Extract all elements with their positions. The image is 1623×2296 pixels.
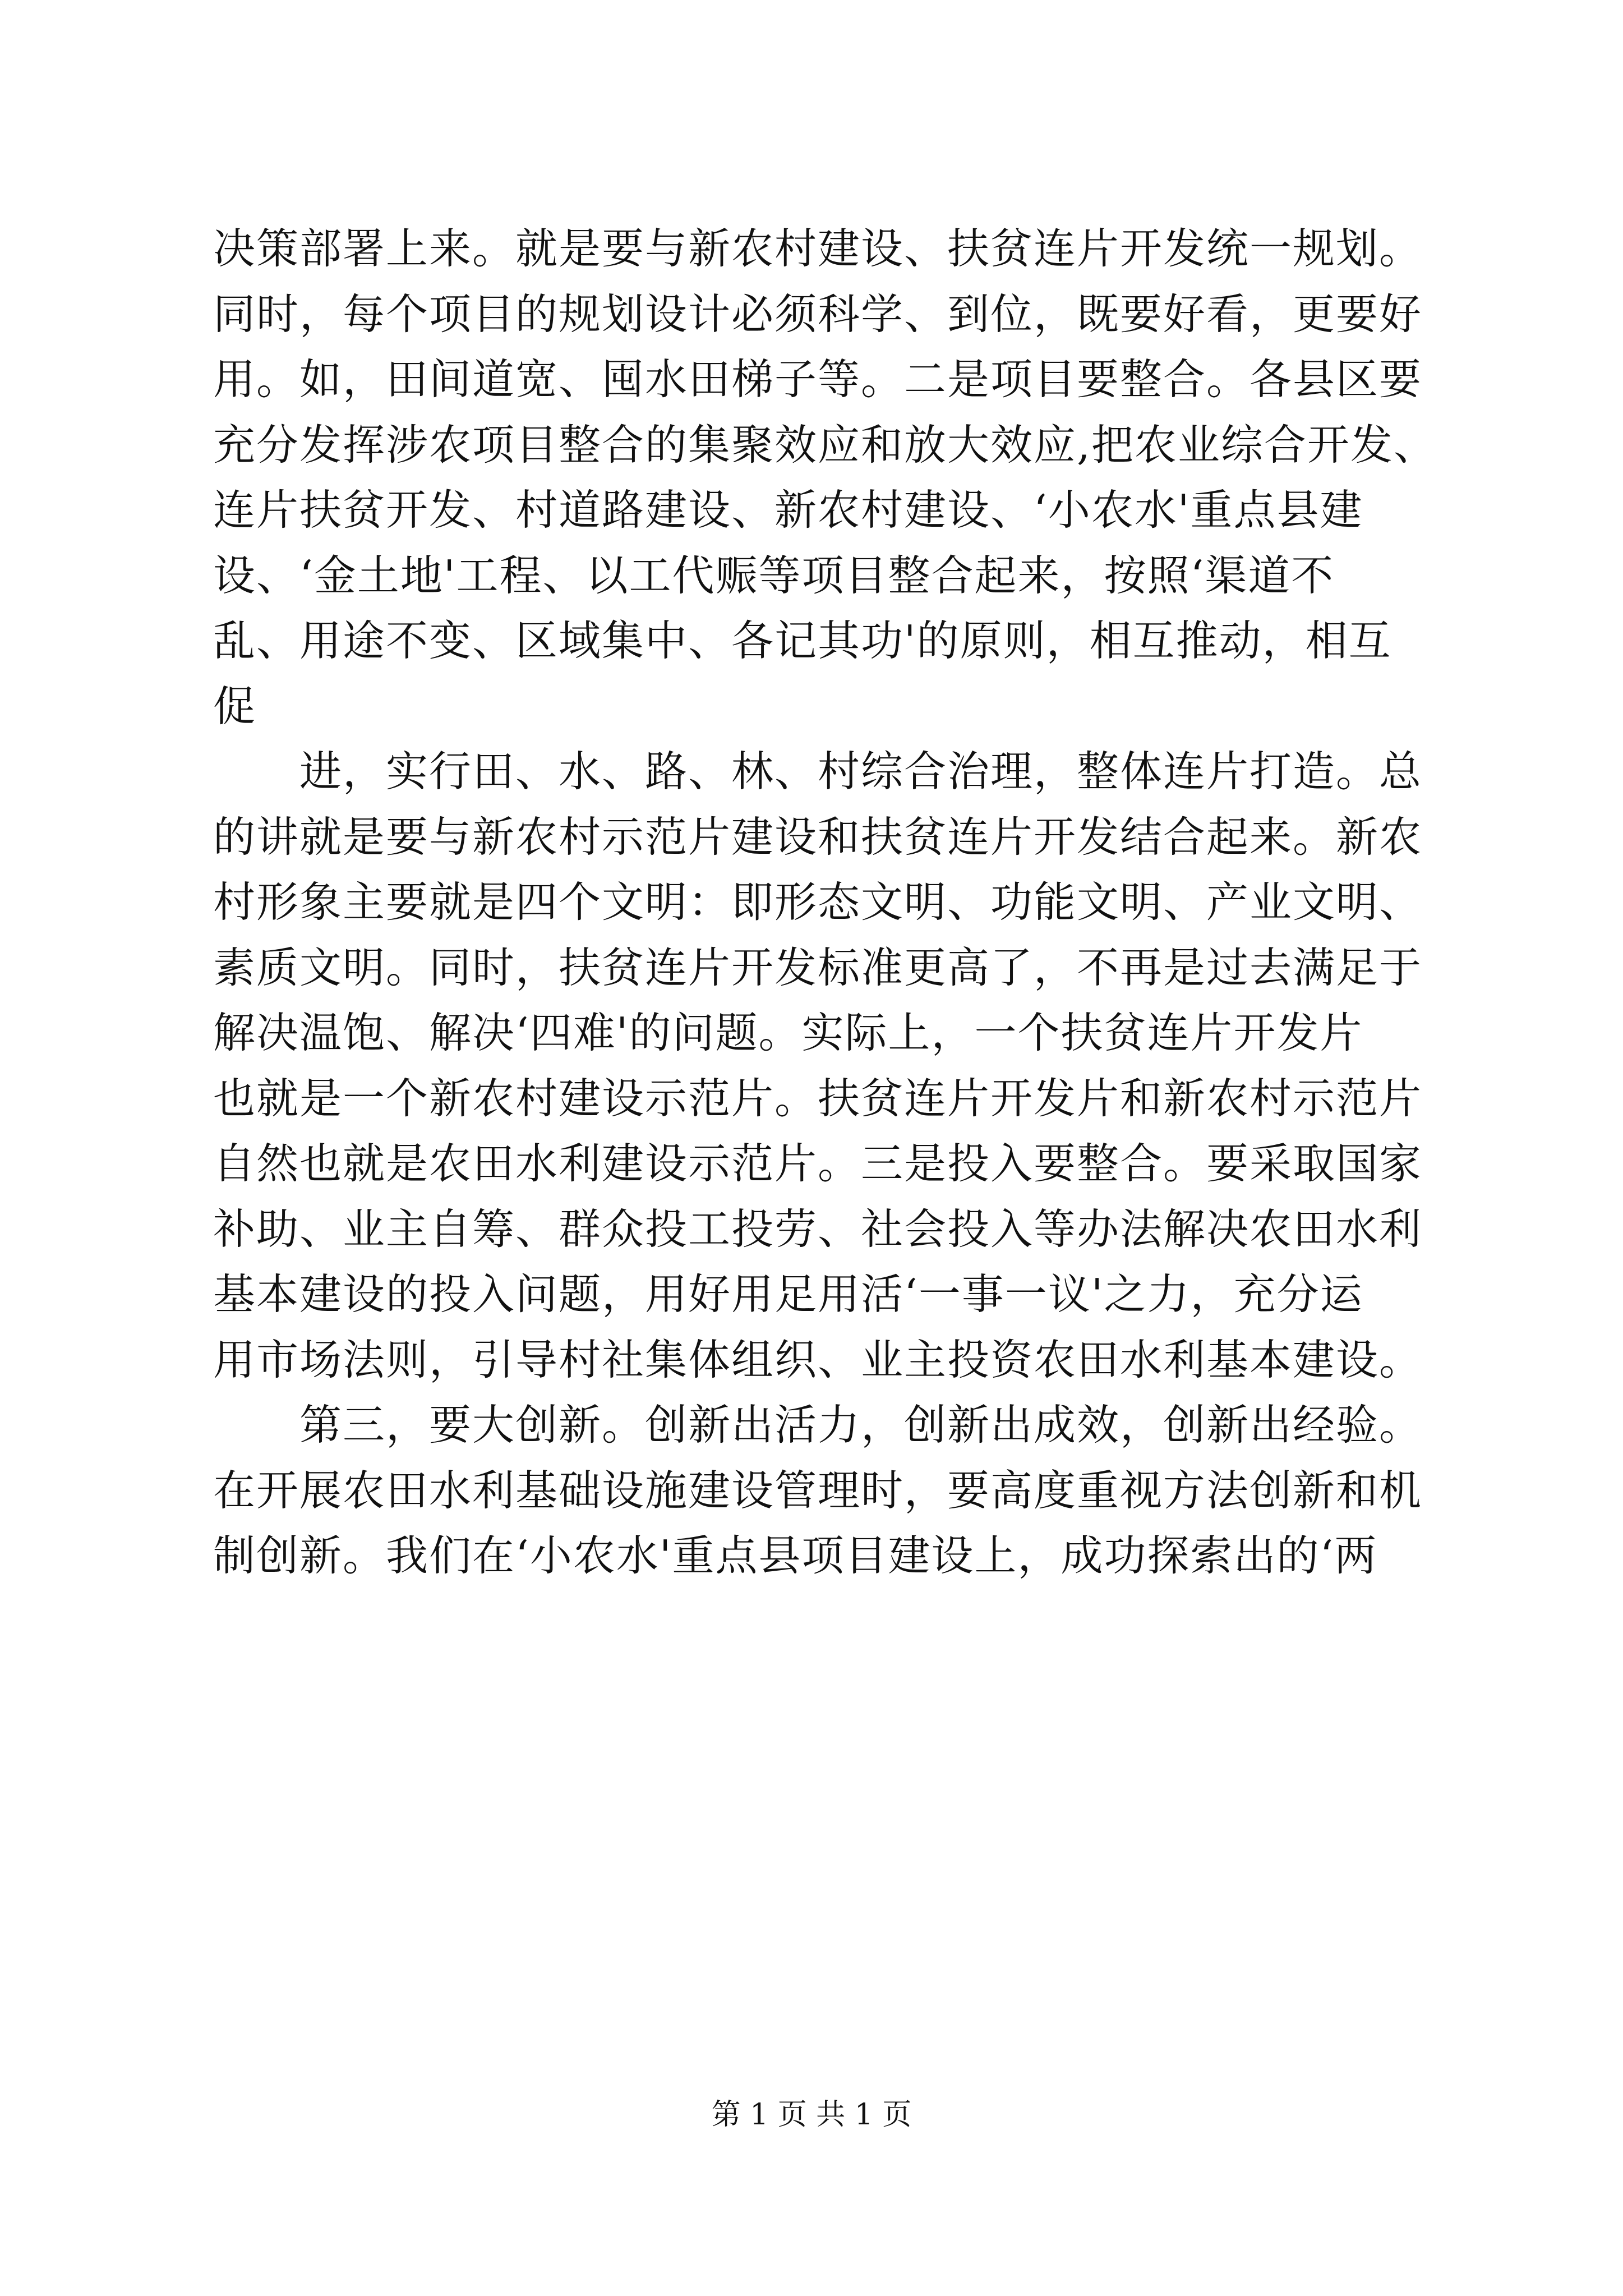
text-line: 用。如，田间道宽、囤水田梯子等。二是项目要整合。各县区要 [213,355,1423,404]
text-line: 设、‘金土地'工程、以工代赈等项目整合起来，按照‘渠道不 [213,550,1335,600]
page-footer [0,2095,1623,2134]
text-line: 第三，要大创新。创新出活力，创新出成效，创新出经验。 [213,1400,1423,1450]
text-line: 村形象主要就是四个文明：即形态文明、功能文明、产业文明、 [213,877,1423,927]
text-line: 促 [213,681,257,731]
text-line: 连片扶贫开发、村道路建设、新农村建设、‘小农水'重点县建 [213,485,1363,535]
text-line: 自然也就是农田水利建设示范片。三是投入要整合。要采取国家 [213,1139,1423,1188]
text-line: 素质文明。同时，扶贫连片开发标准更高了，不再是过去满足于 [213,942,1423,992]
text-line: 也就是一个新农村建设示范片。扶贫连片开发片和新农村示范片 [213,1073,1423,1123]
text-line: 在开展农田水利基础设施建设管理时，要高度重视方法创新和机 [213,1465,1423,1515]
text-line: 充分发挥涉农项目整合的集聚效应和放大效应,把农业综合开发、 [213,420,1437,470]
body-text [213,216,1437,1589]
text-line: 制创新。我们在‘小农水'重点县项目建设上，成功探索出的‘两 [213,1531,1378,1580]
text-line: 进，实行田、水、路、林、村综合治理，整体连片打造。总 [213,747,1423,796]
text-line: 的讲就是要与新农村示范片建设和扶贫连片开发结合起来。新农 [213,812,1423,862]
page-number-label: 第 1 页 共 1 页 [711,2098,912,2132]
text-line: 同时，每个项目的规划设计必须科学、到位，既要好看，更要好 [213,289,1423,339]
text-line: 基本建设的投入问题，用好用足用活‘一事一议'之力，充分运 [213,1269,1363,1319]
text-line: 乱、用途不变、区域集中、各记其功'的原则，相互推动，相互 [213,616,1392,665]
text-line: 解决温饱、解决‘四难'的问题。实际上，一个扶贫连片开发片 [213,1008,1363,1057]
text-line: 补助、业主自筹、群众投工投劳、社会投入等办法解决农田水利 [213,1204,1423,1254]
text-line: 用市场法则，引导村社集体组织、业主投资农田水利基本建设。 [213,1335,1423,1384]
text-line: 决策部署上来。就是要与新农村建设、扶贫连片开发统一规划。 [213,224,1423,273]
